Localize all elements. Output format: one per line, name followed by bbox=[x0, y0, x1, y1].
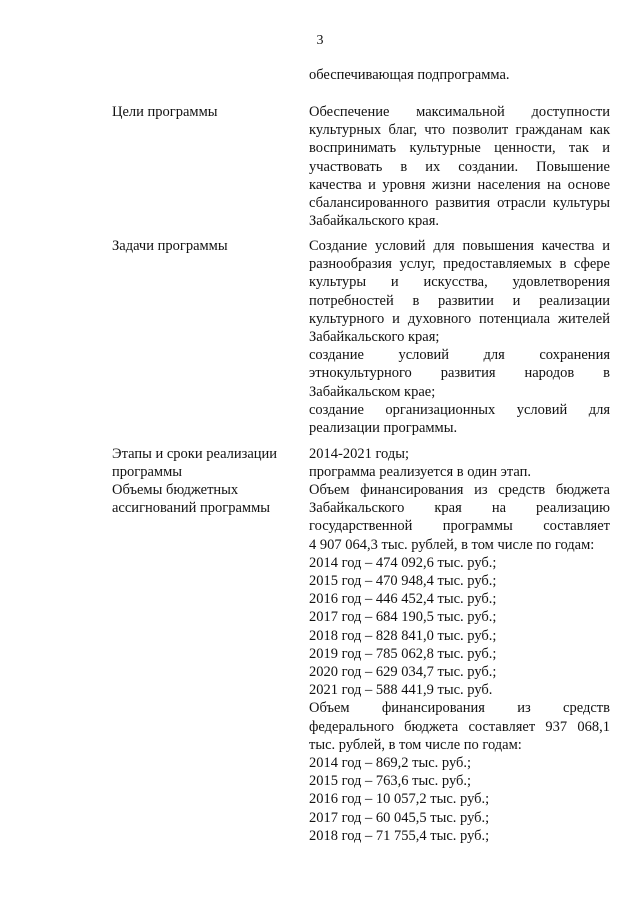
tasks-text bbox=[309, 237, 610, 437]
budget-line: тыс. рублей, в том числе по годам: bbox=[309, 736, 522, 753]
budget-line: 4 907 064,3 тыс. рублей, в том числе по годам: bbox=[309, 536, 595, 553]
tasks-label: Задачи программы bbox=[112, 238, 228, 254]
tasks-line: реализации программы. bbox=[309, 420, 458, 437]
budget-text bbox=[309, 481, 610, 845]
budget-line: Объем финансирования из средств бюджета bbox=[309, 482, 610, 498]
budget-line: 2020 год – 629 034,7 тыс. руб.; bbox=[309, 664, 497, 681]
budget-label-line: ассигнований программы bbox=[112, 500, 271, 517]
budget-line: Забайкальского края на реализацию bbox=[309, 500, 610, 517]
budget-line: 2019 год – 785 062,8 тыс. руб.; bbox=[309, 645, 497, 662]
intro-line bbox=[309, 66, 610, 84]
goals-line: Обеспечение максимальной доступности bbox=[309, 104, 610, 120]
budget-line: 2014 год – 474 092,6 тыс. руб.; bbox=[309, 554, 497, 571]
budget-line: федерального бюджета составляет 937 068,1 bbox=[309, 718, 610, 735]
tasks-line: разнообразия услуг, предоставляемых в сфере bbox=[309, 256, 610, 273]
budget-line: 2016 год – 10 057,2 тыс. руб.; bbox=[309, 791, 490, 808]
tasks-line: Создание условий для повышения качества и bbox=[309, 238, 610, 254]
budget-line: 2015 год – 470 948,4 тыс. руб.; bbox=[309, 573, 497, 590]
goals-line: участвовать в их создании. Повышение bbox=[309, 158, 610, 175]
budget-label-line: Объемы бюджетных bbox=[112, 482, 239, 498]
stages-label bbox=[112, 445, 292, 481]
tasks-line: этнокультурного развития народов в bbox=[309, 365, 610, 382]
budget-line: 2018 год – 828 841,0 тыс. руб.; bbox=[309, 627, 497, 644]
stages-label-line: Этапы и сроки реализации bbox=[112, 446, 278, 462]
budget-line: государственной программы составляет bbox=[309, 518, 610, 535]
goals-line: воспринимать культурные ценности, так и bbox=[309, 140, 610, 157]
tasks-line: культуры и искусства, удовлетворения bbox=[309, 274, 610, 291]
goals-text bbox=[309, 103, 610, 230]
goals-line: Забайкальского края. bbox=[309, 213, 439, 230]
budget-line: 2017 год – 60 045,5 тыс. руб.; bbox=[309, 809, 490, 826]
page-number: 3 bbox=[316, 33, 324, 48]
tasks-line: культурного и духовного потенциала жителей bbox=[309, 310, 610, 327]
goals-line: сбалансированного развития отрасли культуры bbox=[309, 195, 610, 212]
tasks-line: Забайкальском крае; bbox=[309, 383, 436, 400]
goals-line: культурных благ, что позволит гражданам как bbox=[309, 122, 610, 139]
budget-line: 2014 год – 869,2 тыс. руб.; bbox=[309, 755, 472, 772]
budget-line: 2015 год – 763,6 тыс. руб.; bbox=[309, 773, 472, 790]
budget-line: 2018 год – 71 755,4 тыс. руб.; bbox=[309, 827, 490, 844]
goals-label: Цели программы bbox=[112, 104, 218, 120]
goals-line: качества и уровня жизни населения на основе bbox=[309, 176, 610, 193]
stages-label-line: программы bbox=[112, 464, 182, 481]
budget-line: 2017 год – 684 190,5 тыс. руб.; bbox=[309, 609, 497, 626]
stages-line: 2014-2021 годы; bbox=[309, 446, 410, 462]
budget-line: 2021 год – 588 441,9 тыс. руб. bbox=[309, 682, 493, 699]
tasks-line: создание организационных условий для bbox=[309, 401, 610, 418]
budget-line: Объем финансирования из средств bbox=[309, 700, 610, 717]
tasks-line: Забайкальского края; bbox=[309, 329, 440, 346]
intro-line-text: обеспечивающая подпрограмма. bbox=[309, 67, 510, 83]
tasks-line: создание условий для сохранения bbox=[309, 347, 610, 364]
stages-line: программа реализуется в один этап. bbox=[309, 464, 531, 481]
tasks-line: потребностей в развитии и реализации bbox=[309, 292, 610, 309]
budget-line: 2016 год – 446 452,4 тыс. руб.; bbox=[309, 591, 497, 608]
stages-text bbox=[309, 445, 610, 481]
budget-label bbox=[112, 481, 292, 517]
